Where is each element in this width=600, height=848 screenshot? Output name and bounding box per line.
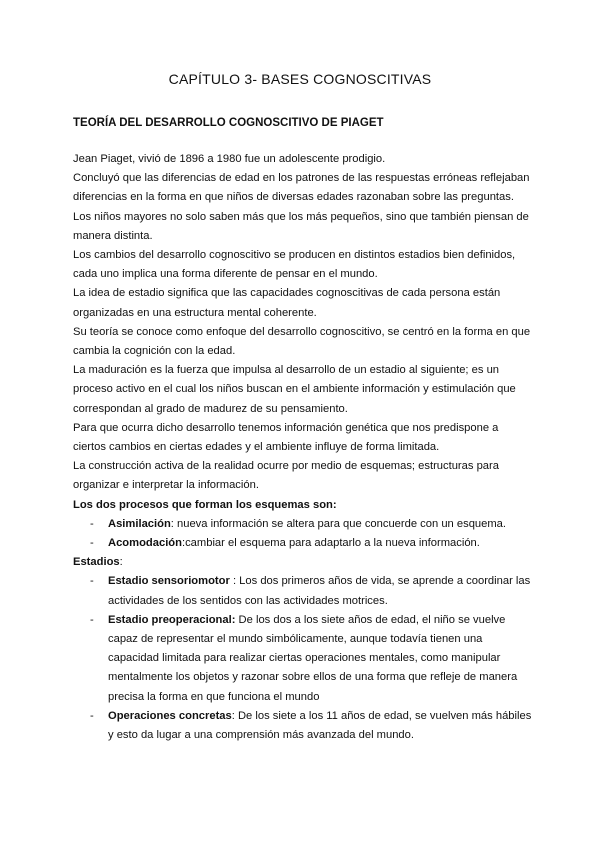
paragraph: Los niños mayores no solo saben más que los más pequeños, sino que también piensan de manera distinta. <box>73 210 529 242</box>
term: Operaciones concretas <box>108 709 232 722</box>
procesos-list <box>73 515 533 553</box>
section-subtitle: TEORÍA DEL DESARROLLO COGNOSCITIVO DE PIAGET <box>73 117 384 129</box>
list-item <box>73 515 533 534</box>
paragraph: La construcción activa de la realidad ocurre por medio de esquemas; estructuras para organizar e interpretar la información. <box>73 460 499 492</box>
definition: De los dos a los siete años de edad, el niño se vuelve capaz de representar el mundo simbólicamente, aunque todavía tienen una capacidad limitada para realizar ciertas operaciones mentales, como manipular mentalmente los objetos y razonar sobre ellos de una forma que refleje de manera precisa la forma en que funciona el mundo <box>108 613 518 703</box>
term: Estadio preoperacional: <box>108 613 236 626</box>
term: Estadio sensoriomotor <box>108 575 230 588</box>
list-item <box>73 572 533 610</box>
definition: : De los siete a los 11 años de edad, se vuelven más hábiles y esto da lugar a una comprensión más avanzada del mundo. <box>108 709 532 742</box>
list-bullet: - <box>90 517 94 530</box>
paragraph: Concluyó que las diferencias de edad en los patrones de las respuestas erróneas reflejaban diferencias en la forma en que niños de diversas edades razonaban sobre las preguntas. <box>73 172 530 204</box>
paragraph: Jean Piaget, vivió de 1896 a 1980 fue un adolescente prodigio. <box>73 153 386 165</box>
list-item <box>73 707 533 745</box>
paragraph: Su teoría se conoce como enfoque del desarrollo cognoscitivo, se centró en la forma en que cambia la cognición con la edad. <box>73 325 531 358</box>
list-bullet: - <box>90 709 94 722</box>
estadios-heading-colon: : <box>119 556 123 569</box>
paragraph: La idea de estadio significa que las capacidades cognoscitivas de cada persona están organizadas en una estructura mental coherente. <box>73 287 501 319</box>
paragraph: Los cambios del desarrollo cognoscitivo se producen en distintos estadios bien definidos, cada uno implica una forma diferente de pensar en el mundo. <box>73 249 516 281</box>
list-item <box>73 611 533 707</box>
paragraph: La maduración es la fuerza que impulsa al desarrollo de un estadio al siguiente; es un proceso activo en el cual los niños buscan en el ambiente información y estimulación que correspondan al grado de madurez de su pensamiento. <box>73 364 516 415</box>
estadios-list <box>73 572 533 745</box>
chapter-title: CAPÍTULO 3- BASES COGNOSCITIVAS <box>168 71 432 87</box>
procesos-heading: Los dos procesos que forman los esquemas son: <box>73 498 337 511</box>
estadios-heading-line <box>73 553 533 572</box>
list-bullet: - <box>90 575 94 588</box>
term: Asimilación <box>108 517 171 530</box>
paragraph: Para que ocurra dicho desarrollo tenemos información genética que nos predispone a ciertos cambios en ciertas edades y el ambiente influye de forma limitada. <box>73 421 499 454</box>
estadios-heading: Estadios <box>73 556 120 569</box>
list-bullet: - <box>90 613 94 626</box>
definition: : Los dos primeros años de vida, se aprende a coordinar las actividades de los sentidos con las actividades motrices. <box>108 575 531 607</box>
definition: : nueva información se altera para que concuerde con un esquema. <box>170 517 507 530</box>
list-item <box>73 534 533 553</box>
document-body <box>73 150 533 745</box>
definition: :cambiar el esquema para adaptarlo a la nueva información. <box>181 537 480 550</box>
list-bullet: - <box>90 537 94 550</box>
term: Acomodación <box>108 537 182 550</box>
